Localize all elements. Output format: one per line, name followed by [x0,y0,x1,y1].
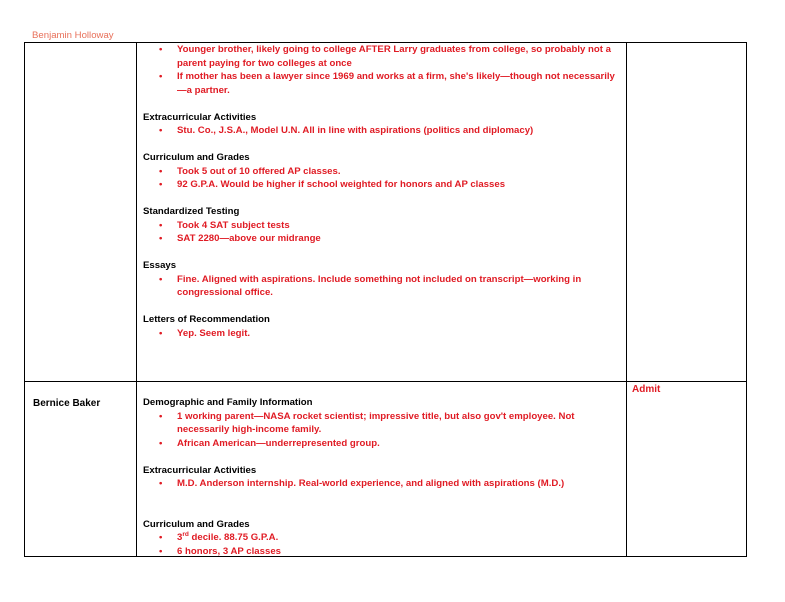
list-item: • Took 4 SAT subject tests [143,219,618,233]
column-divider [626,43,627,381]
section-title-extracurricular: Extracurricular Activities [143,111,257,123]
column-divider [626,382,627,556]
extracurricular-list [143,124,618,138]
column-divider [136,382,137,556]
list-item: • Took 5 out of 10 offered AP classes. [143,165,618,179]
list-item: • Yep. Seem legit. [143,327,618,341]
section-title-demographic: Demographic and Family Information [143,397,313,408]
essays-list [143,273,618,300]
curriculum-list [143,165,618,192]
demographic-list [143,410,618,451]
list-item: • SAT 2280—above our midrange [143,232,618,246]
section-title-curriculum: Curriculum and Grades [143,518,250,530]
list-item: • 1 working parent—NASA rocket scientist; impressive title, but also gov't employee. Not necessarily high-income family. [143,410,618,437]
page-header-name: Benjamin Holloway [32,30,114,41]
section-title-essays: Essays [143,260,177,271]
list-item: • M.D. Anderson internship. Real-world experience, and aligned with aspirations (M.D.) [143,477,618,491]
list-item: • If mother has been a lawyer since 1969 and works at a firm, she's likely—though not necessarily—a partner. [143,70,618,97]
curriculum-list [143,531,618,558]
list-item: • African American—underrepresented group. [143,437,618,451]
testing-list [143,219,618,246]
family-info-list [143,43,618,97]
extracurricular-list [143,477,618,491]
letters-list [143,327,618,341]
section-title-curriculum: Curriculum and Grades [143,152,250,163]
list-item: • Younger brother, likely going to college AFTER Larry graduates from college, so probably not a parent paying for two colleges at once [143,43,618,70]
evaluation-cell [143,43,618,340]
section-title-extracurricular: Extracurricular Activities [143,464,257,476]
applicant-row-holloway [24,42,747,382]
column-divider [136,43,137,381]
list-item: • 92 G.P.A. Would be higher if school weighted for honors and AP classes [143,178,618,192]
evaluation-cell [143,396,618,558]
section-title-testing: Standardized Testing [143,206,240,217]
applicant-row-baker [24,381,747,557]
list-item: • 3rd decile. 88.75 G.P.A. [143,531,618,545]
student-name: Bernice Baker [33,398,101,409]
section-title-letters: Letters of Recommendation [143,314,270,325]
list-item: • Stu. Co., J.S.A., Model U.N. All in line with aspirations (politics and diplomacy) [143,124,618,138]
decision-label: Admit [632,384,661,395]
list-item: • Fine. Aligned with aspirations. Include something not included on transcript—working in congressional office. [143,273,618,300]
list-item: • 6 honors, 3 AP classes [143,545,618,559]
